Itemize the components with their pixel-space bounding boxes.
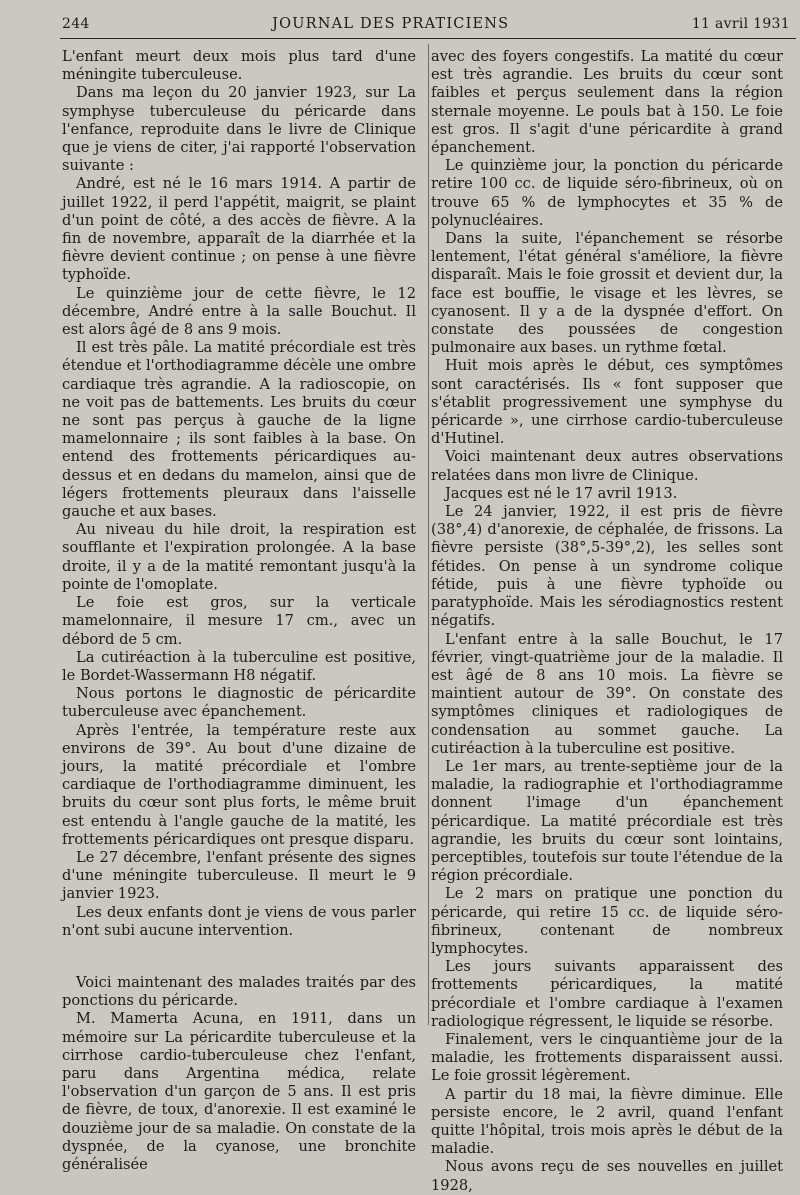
paragraph: La cutiréaction à la tuberculine est positive, le Bordet-Wassermann H8 négatif. <box>62 648 416 684</box>
paragraph: Le foie est gros, sur la verticale mamelonnaire, il mesure 17 cm., avec un débord de 5 cm. <box>62 594 416 648</box>
page-number: 244 <box>62 16 90 32</box>
paragraph: Nous avons reçu de ses nouvelles en juillet 1928, <box>431 1158 783 1194</box>
journal-title: JOURNAL DES PRATICIENS <box>272 16 510 32</box>
paragraph: Nous portons le diagnostic de péricardite tuberculeuse avec épanchement. <box>62 685 416 721</box>
paragraph: Le 2 mars on pratique une ponction du péricarde, qui retire 15 cc. de liquide séro-fibrineux, contenant de nombreux lymphocytes. <box>431 885 783 957</box>
paragraph: Jacques est né le 17 avril 1913. <box>445 484 678 502</box>
paragraph: Après l'entrée, la température reste aux environs de 39°. Au bout d'une dizaine de jours, la matité précordiale et l'ombre cardiaque de l'orthodiagramme diminuent, les bruits du cœur sont plus forts, le même bruit est entendu à l'angle gauche de la matité, les frottements péricardiques ont presque disparu. <box>62 721 416 848</box>
paragraph: L'enfant meurt deux mois plus tard d'une méningite tuberculeuse. <box>62 48 416 84</box>
paragraph: L'enfant entre à la salle Bouchut, le 17 février, vingt-quatrième jour de la maladie. Il est âgé de 8 ans 10 mois. La fièvre se maintient autour de 39°. On constate des symptômes cliniques et radiologiques de condensation au sommet gauche. La cutiréaction à la tuberculine est positive. <box>431 630 783 757</box>
paragraph: Le quinzième jour de cette fièvre, le 12 décembre, André entre à la salle Bouchut. Il est alors âgé de 8 ans 9 mois. <box>62 284 416 339</box>
paragraph: Le quinzième jour, la ponction du péricarde retire 100 cc. de liquide séro-fibrineux, où on trouve 65 % de lymphocytes et 35 % de polynucléaires. <box>431 157 783 229</box>
paragraph: Le 27 décembre, l'enfant présente des signes d'une méningite tuberculeuse. Il meurt le 9 janvier 1923. <box>62 848 416 903</box>
paragraph: Il est très pâle. La matité précordiale est très étendue et l'orthodiagramme décèle une ombre cardiaque très agrandie. A la radioscopie, on ne voit pas de battements. Les bruits du cœur ne sont pas perçus à gauche de la ligne mamelonnaire ; ils sont faibles à la base. On entend des frottements péricardiques au-dessus et en dedans du mamelon, ainsi que de légers frottements pleuraux dans l'aisselle gauche et aux bases. <box>62 339 416 521</box>
paragraph: Dans la suite, l'épanchement se résorbe lentement, l'état général s'améliore, la fièvre disparaît. Mais le foie grossit et devient dur, la face est bouffie, le visage et les lèvres, se cyanosent. Il y a de la dyspnée d'effort. On constate des poussées de congestion pulmonaire aux bases. un rythme fœtal. <box>431 230 783 357</box>
paragraph: avec des foyers congestifs. La matité du cœur est très agrandie. Les bruits du cœur sont faibles et perçus seulement dans la région sternale moyenne. Le pouls bat à 150. Le foie est gros. Il s'agit d'une péricardite à grand épanchement. <box>431 48 783 157</box>
paragraph: Les jours suivants apparaissent des frottements péricardiques, la matité précordiale et l'ombre cardiaque à l'examen radiologique régressent, le liquide se résorbe. <box>431 958 783 1030</box>
paragraph: Les deux enfants dont je viens de vous parler n'ont subi aucune intervention. <box>62 903 416 939</box>
column-separator <box>428 44 429 1025</box>
paragraph: Huit mois après le début, ces symptômes sont caractérisés. Ils « font supposer que s'établit progressivement une symphyse du péricarde », une cirrhose cardio-tuberculeuse d'Hutinel. <box>431 357 783 448</box>
left-column <box>62 48 416 1173</box>
paragraph: M. Mamerta Acuna, en 1911, dans un mémoire sur La péricardite tuberculeuse et la cirrhose cardio-tuberculeuse chez l'enfant, paru dans Argentina médica, relate l'observation d'un garçon de 5 ans. Il est pris de fièvre, de toux, d'anorexie. Il est examiné le douzième jour de sa maladie. On constate de la dyspnée, de la cyanose, une bronchite généralisée <box>62 1010 416 1173</box>
paragraph: Le 1er mars, au trente-septième jour de la maladie, la radiographie et l'orthodiagramme donnent l'image d'un épanchement péricardique. La matité précordiale est très agrandie, les bruits du cœur sont lointains, perceptibles, toutefois sur toute l'étendue de la région précordiale. <box>431 757 783 885</box>
paragraph: Finalement, vers le cinquantième jour de la maladie, les frottements disparaissent aussi. Le foie grossit légèrement. <box>431 1030 783 1085</box>
issue-date: 11 avril 1931 <box>691 16 790 32</box>
paragraph: Le 24 janvier, 1922, il est pris de fièvre (38°,4) d'anorexie, de céphalée, de frissons. La fièvre persiste (38°,5-39°,2), les selles sont fétides. On pense à un syndrome colique fétide, puis à une fièvre typhoïde ou paratyphoïde. Mais les sérodiagnostics restent négatifs. <box>431 503 783 630</box>
paragraph: Voici maintenant deux autres observations relatées dans mon livre de Clinique. <box>431 448 783 484</box>
paragraph: André, est né le 16 mars 1914. A partir de juillet 1922, il perd l'appétit, maigrit, se plaint d'un point de côté, a des accès de fièvre. A la fin de novembre, apparaît de la diarrhée et la fièvre devient continue ; on pense à une fièvre typhoïde. <box>62 175 416 284</box>
right-column <box>431 48 783 1194</box>
header-rule <box>60 38 796 39</box>
paragraph: Voici maintenant des malades traités par des ponctions du péricarde. <box>62 973 416 1010</box>
paragraph: A partir du 18 mai, la fièvre diminue. Elle persiste encore, le 2 avril, quand l'enfant quitte l'hôpital, trois mois après le début de la maladie. <box>431 1085 783 1158</box>
running-header <box>62 16 790 36</box>
paragraph: Dans ma leçon du 20 janvier 1923, sur La symphyse tuberculeuse du péricarde dans l'enfance, reproduite dans le livre de Clinique que je viens de citer, j'ai rapporté l'observation suivante : <box>62 84 416 175</box>
paragraph: Au niveau du hile droit, la respiration est soufflante et l'expiration prolongée. A la base droite, il y a de la matité remontant jusqu'à la pointe de l'omoplate. <box>62 521 416 593</box>
